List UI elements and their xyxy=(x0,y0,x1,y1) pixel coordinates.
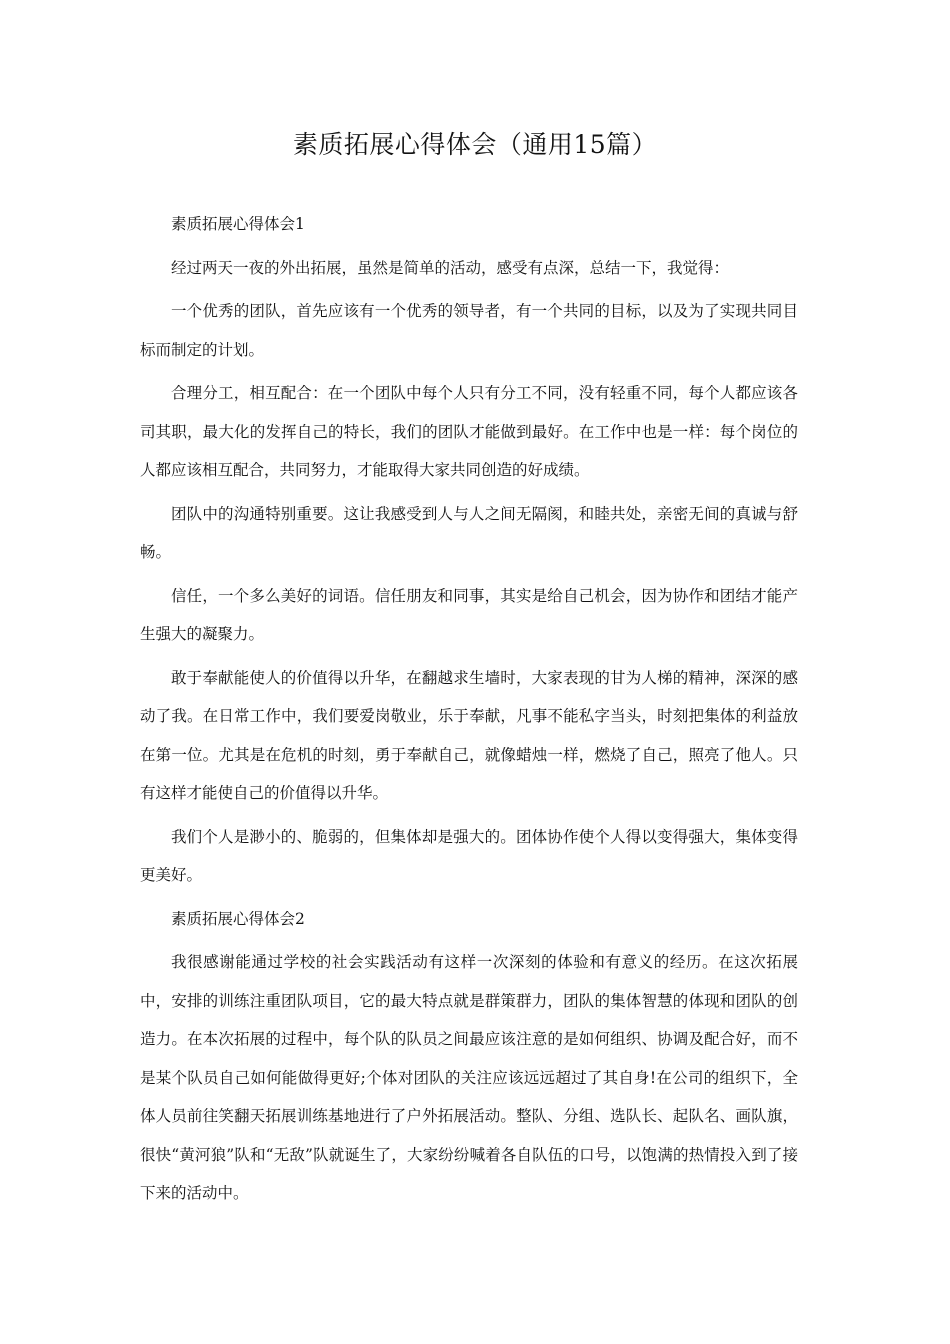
document-title: 素质拓展心得体会（通用15篇） xyxy=(292,130,658,159)
document-body xyxy=(140,205,798,1218)
paragraph: 敢于奉献能使人的价值得以升华，在翻越求生墙时，大家表现的甘为人梯的精神，深深的感动了我。在日常工作中，我们要爱岗敬业，乐于奉献，凡事不能私字当头，时刻把集体的利益放在第一位。尤其是在危机的时刻，勇于奉献自己，就像蜡烛一样，燃烧了自己，照亮了他人。只有这样才能使自己的价值得以升华。 xyxy=(140,668,798,802)
paragraph: 团队中的沟通特别重要。这让我感受到人与人之间无隔阂，和睦共处，亲密无间的真诚与舒畅。 xyxy=(140,504,798,561)
section-heading-1: 素质拓展心得体会1 xyxy=(171,215,305,233)
paragraph: 一个优秀的团队，首先应该有一个优秀的领导者，有一个共同的目标，以及为了实现共同目标而制定的计划。 xyxy=(140,302,798,359)
paragraph: 经过两天一夜的外出拓展，虽然是简单的活动，感受有点深，总结一下，我觉得： xyxy=(171,258,730,277)
section-heading-2: 素质拓展心得体会2 xyxy=(171,909,305,928)
paragraph: 我很感谢能通过学校的社会实践活动有这样一次深刻的体验和有意义的经历。在这次拓展中，安排的训练注重团队项目，它的最大特点就是群策群力，团队的集体智慧的体现和团队的创造力。在本次拓展的过程中，每个队的队员之间最应该注意的是如何组织、协调及配合好，而不是某个队员自己如何能做得更好;个体对团队的关注应该远远超过了其自身!在公司的组织下，全体人员前往笑翻天拓展训练基地进行了户外拓展活动。整队、分组、选队长、起队名、画队旗，很快“黄河狼”队和“无敌”队就诞生了，大家纷纷喊着各自队伍的口号，以饱满的热情投入到了接下来的活动中。 xyxy=(140,953,798,1202)
paragraph: 信任，一个多么美好的词语。信任朋友和同事，其实是给自己机会，因为协作和团结才能产生强大的凝聚力。 xyxy=(140,586,798,643)
paragraph: 合理分工，相互配合：在一个团队中每个人只有分工不同，没有轻重不同，每个人都应该各司其职，最大化的发挥自己的特长，我们的团队才能做到最好。在工作中也是一样：每个岗位的人都应该相互配合，共同努力，才能取得大家共同创造的好成绩。 xyxy=(140,384,798,479)
paragraph: 我们个人是渺小的、脆弱的，但集体却是强大的。团体协作使个人得以变得强大，集体变得更美好。 xyxy=(140,827,798,884)
